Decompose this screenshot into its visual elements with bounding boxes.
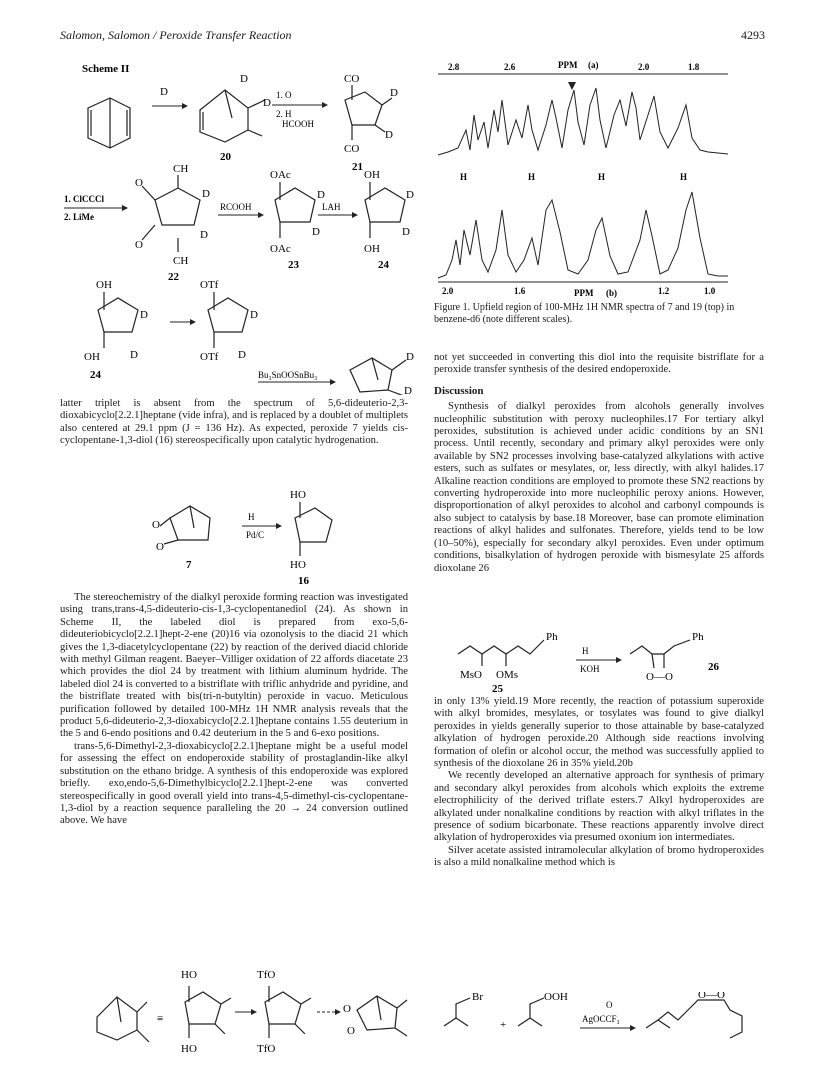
figure-caption: Figure 1. Upfield region of 100-MHz 1H NMR spectra of 7 and 19 (top) in benzene-d6 (note different scales). [434, 302, 735, 325]
label-d-13: D [250, 309, 258, 321]
bottom-tick-4: 1.0 [704, 286, 716, 296]
compound-20-label: 20 [220, 151, 231, 163]
oxygen-22-bottom: O [135, 239, 143, 251]
right-column-main [434, 352, 764, 575]
svg-text:≡: ≡ [157, 1013, 164, 1025]
reagent-gilman: 2. LiMe [64, 212, 94, 222]
bottom-tick-3: 1.2 [658, 286, 670, 296]
compound-25-label: 25 [492, 683, 503, 694]
bottom-spectrum-trace [438, 192, 728, 278]
dideuterio-peroxide-structure [350, 358, 406, 395]
bottom-tick-1: 2.0 [442, 286, 454, 296]
reagent-h2o2: 2. H [276, 109, 292, 119]
hydrogenation-scheme [150, 488, 350, 586]
label-d-7: D [317, 189, 325, 201]
top-tick-3: 2.0 [638, 62, 650, 72]
dimethyl-peroxide-o-2: O [347, 1025, 355, 1037]
dioxolane-oo: O—O [646, 671, 673, 683]
bottom-axis-scale: (b) [606, 288, 617, 298]
label-d-4: D [385, 129, 393, 141]
label-d-5: D [202, 188, 210, 200]
left-column-para1 [60, 398, 408, 448]
discussion-heading: Discussion [434, 384, 484, 397]
dimethyl-ho-bottom: HO [181, 1043, 197, 1054]
bismesylate-reaction [450, 628, 750, 694]
left-column-main [60, 592, 408, 828]
compound-23-label: 23 [288, 259, 299, 271]
oh-row3-bottom: OH [84, 351, 100, 363]
page-number: 4293 [741, 28, 765, 42]
svg-text:O: O [606, 1000, 613, 1010]
top-axis-scale: (a) [588, 60, 599, 70]
bromo-label: Br [472, 992, 483, 1003]
svg-text:+: + [500, 1019, 507, 1031]
label-d-14: D [238, 349, 246, 361]
top-spectrum-trace [438, 88, 728, 155]
oh-bottom: OH [364, 243, 380, 255]
peak-label-top-2: H [528, 172, 536, 182]
oac-bottom: OAc [270, 243, 291, 255]
oh-row3-top: OH [96, 279, 112, 291]
peak-label-top-1: H [460, 172, 468, 182]
reagent-stannane: Bu₃SnOOSnBu₃ [258, 370, 318, 380]
reagent-lah: LAH [322, 202, 341, 212]
compound-7-label: 7 [186, 559, 192, 571]
reaction-reagent-koh: KOH [580, 664, 600, 674]
silver-product-oo: O—O [698, 992, 725, 1001]
diol-ho-top: HO [290, 489, 306, 501]
right-paragraph-2: Synthesis of dialkyl peroxides from alcohols generally involves nucleophilic substitution with peroxy nucleophiles.17 For tertiary alkyl peroxides, substitution is achieved under acidic conditions by an SN1 process. Until recently, secondary and primary alkyl peroxides were only available by SN2 processes involving base-catalyzed alkylations with active esters, such as sulfates or mesylates, or, less directly, with alkyl halides.17 Alkaline reaction conditions are employed to promote these SN2 reactions by converting hydroperoxide into more nucleophilic peroxy anions. However, disproportionation of alkyl peroxides to alcohol and carbonyl compounds is also subject to catalysis by base.18 Moreover, base can promote elimination reactions of alkyl halides and sulfonates. Therefore, yields tend to be low (10–50%), especially for secondary alkyl peroxides. Even under optimum conditions, bisalkylation of hydrogen peroxide with bismesylate 25 affords dioxolane 26 [434, 401, 764, 574]
label-d-15: D [406, 351, 414, 363]
label-d-3: D [390, 87, 398, 99]
right-column-lower [434, 696, 764, 870]
ph-reactant: Ph [546, 631, 558, 643]
oms-label: OMs [496, 669, 519, 681]
running-title: Salomon, Salomon / Peroxide Transfer Reaction [60, 28, 292, 42]
compound-21-label: 21 [352, 161, 363, 173]
dimethyl-peroxide-o-1: O [343, 1003, 351, 1015]
left-paragraph-2: The stereochemistry of the dialkyl peroxide forming reaction was investigated using trans,trans-4,5-dideuterio-cis-1,3-cyclopentanediol (24). As shown in Scheme II, the labeled diol is prepared from exo-5,6-dideuteriobicyclo[2.2.1]hept-2-ene (20)16 via ozonolysis to the diacid 21 which gives the 1,3-diacetylcyclopentane (22) by reaction of the derived diacid chloride with methyl Gilman reagent. Baeyer–Villiger oxidation of 22 affords diacetate 23 which provides the diol 24 by treatment with lithium aluminum hydride. The labeled diol 24 is converted to a bistriflate with triflic anhydride and pyridine, and the bistriflate treated with bis(tri-n-butyltin) peroxide in vacuo. Meticulous purification followed by detailed 100-MHz 1H NMR analysis reveals that the product 5,6-dideuterio-2,3-dioxabicyclo[2.2.1]heptane contains 1.55 deuterium in the 5 and 6-endo positions and 0.42 deuterium in the 5 and 6-exo positions. [60, 592, 408, 740]
mso-label: MsO [460, 669, 483, 681]
silver-reaction [434, 992, 764, 1054]
reagent-rcooh: RCOOH [220, 202, 252, 212]
nmr-figure [428, 60, 758, 300]
top-axis-label: PPM [558, 60, 578, 70]
otf-top: OTf [200, 279, 219, 291]
right-paragraph-3: in only 13% yield.19 More recently, the reaction of potassium superoxide with alkyl bromides, mesylates, or tosylates was found to give dialkyl peroxides in yields generally superior to those attainable by base-catalyzed alkylation of hydrogen peroxide.20 Although side reactions involving formation of olefin or alcohol occur, the method was successfully applied to synthesis of the dioxolane 26 in 35% yield.20b [434, 696, 764, 770]
co2h-top: CO [344, 73, 360, 85]
reagent-d2: D [160, 86, 168, 98]
peak-label-top-4: H [680, 172, 688, 182]
label-d-11: D [140, 309, 148, 321]
top-tick-2: 2.6 [504, 62, 516, 72]
right-paragraph-5: Silver acetate assisted intramolecular alkylation of bromo hydroperoxides is also a mild nonalkaline method which is [434, 844, 764, 869]
compound-16-label: 16 [298, 575, 309, 586]
peroxide-o-1: O [152, 519, 160, 531]
label-d-2: D [263, 97, 271, 109]
label-d-12: D [130, 349, 138, 361]
hydrogenation-reagent-h2: H [248, 512, 255, 522]
hydroperoxide-label: OOH [544, 992, 568, 1003]
ph-product: Ph [692, 631, 704, 643]
scheme-ii [60, 60, 420, 395]
left-paragraph-1: latter triplet is absent from the spectrum of 5,6-dideuterio-2,3-dioxabicyclo[2.2.1]heptane (vide infra), and is replaced by a doublet of multiplets also centered at 29.1 ppm (J = 136 Hz). As expected, peroxide 7 yields cis-cyclopentane-1,3-diol (16) stereospecifically upon catalytic hydrogenation. [60, 398, 408, 447]
label-d-16: D [404, 385, 412, 395]
dimethyl-tfo-bottom: TfO [257, 1043, 276, 1054]
oac-top: OAc [270, 169, 291, 181]
top-tick-4: 1.8 [688, 62, 700, 72]
otf-bottom: OTf [200, 351, 219, 363]
compound-24-row3-label: 24 [90, 369, 101, 381]
compound-22-structure [142, 175, 200, 252]
bottom-tick-2: 1.6 [514, 286, 526, 296]
silver-reagent: AgOCCF₃ [582, 1014, 620, 1024]
right-paragraph-1: not yet succeeded in converting this diol into the requisite bistriflate for a peroxide transfer synthesis of the desired endoperoxide. [434, 352, 764, 376]
compound-26-label: 26 [708, 661, 719, 673]
compound-24-structure [365, 182, 405, 238]
co2h-bottom: CO [344, 143, 360, 155]
hydrogenation-reagent-pdc: Pd/C [246, 530, 265, 540]
ch3-top: CH [173, 163, 189, 175]
scheme-title: Scheme II [82, 63, 130, 75]
norbornadiene-structure [88, 98, 130, 148]
oxygen-22-top: O [135, 177, 143, 189]
reagent-hcooh: HCOOH [282, 119, 315, 129]
label-d-8: D [312, 226, 320, 238]
compound-20-structure [200, 90, 265, 142]
top-tick-1: 2.8 [448, 62, 460, 72]
label-d-9: D [406, 189, 414, 201]
bistriflate-structure [208, 292, 248, 348]
compound-24-label: 24 [378, 259, 389, 271]
dimethyl-scheme [85, 962, 415, 1054]
reaction-reagent-h2o2: H [582, 646, 589, 656]
bottom-axis-label: PPM [574, 288, 594, 298]
compound-23-structure [275, 182, 315, 238]
oh-top: OH [364, 169, 380, 181]
compound-22-label: 22 [168, 271, 179, 283]
peak-label-top-3: H [598, 172, 606, 182]
dimethyl-tfo-top: TfO [257, 969, 276, 981]
compound-24-row3-structure [98, 292, 138, 348]
dimethyl-ho-top: HO [181, 969, 197, 981]
right-paragraph-4: We recently developed an alternative approach for synthesis of primary and secondary alkyl peroxides from alcohols which exploits the extreme electrophilicity of the derived triflate esters.7 Alkyl hydroperoxides are alkylated under nonalkaline conditions by reaction with alkyl triflates in the presence of sodium bicarbonate. These reactions apparently involve direct alkylation of hydroperoxides via presumed oxonium ion intermediates. [434, 770, 764, 844]
label-d-10: D [402, 226, 410, 238]
left-paragraph-3: trans-5,6-Dimethyl-2,3-dioxabicyclo[2.2.1]heptane might be a useful model for assessing the effect on endoperoxide stability of prostaglandin-like alkyl substitution on the ethano bridge. A synthesis of this endoperoxide was explored briefly. exo,endo-5,6-Dimethylbicyclo[2.2.1]hept-2-ene was converted stereospecifically in good overall yield into trans-4,5-dimethyl-cis-cyclopentane-1,3-diol by a reaction sequence paralleling the 20 → 24 conversion outlined above. We have [60, 740, 408, 827]
reagent-ozone: 1. O [276, 90, 292, 100]
label-d-6: D [200, 229, 208, 241]
reagent-oxalyl: 1. ClCCCl [64, 194, 104, 204]
peroxide-o-2: O [156, 541, 164, 553]
label-d-1: D [240, 73, 248, 85]
ch3-bottom: CH [173, 255, 189, 267]
diol-ho-bottom: HO [290, 559, 306, 571]
